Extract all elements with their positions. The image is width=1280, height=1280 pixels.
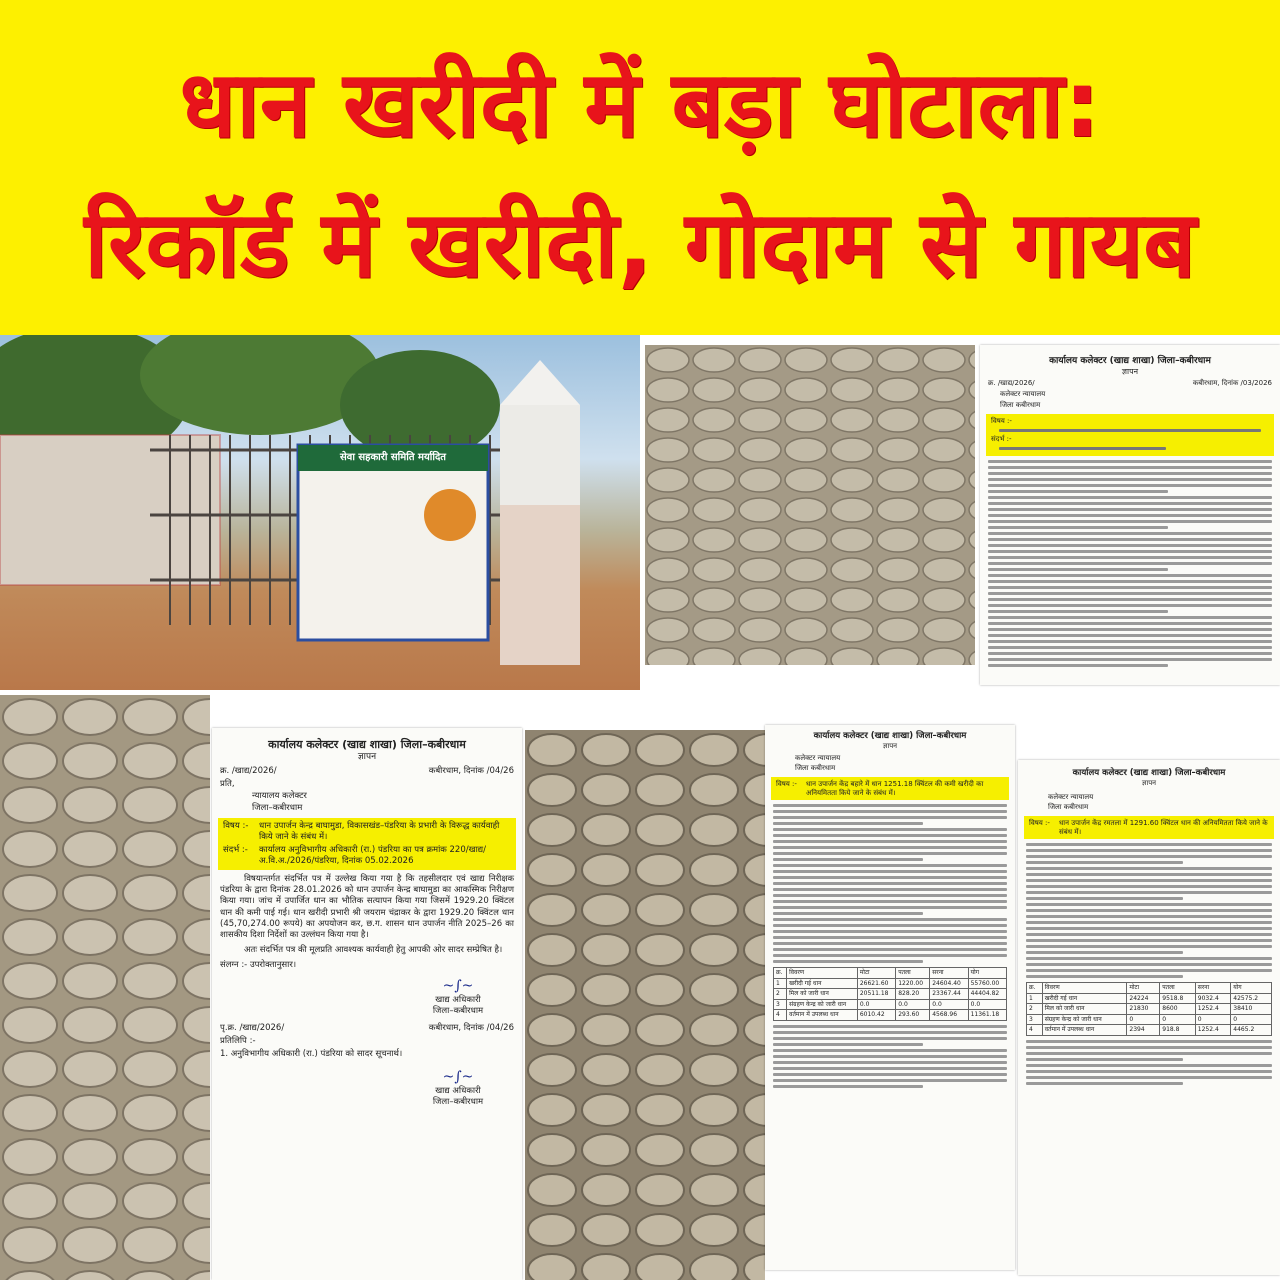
table-cell: 1252.4 xyxy=(1195,1004,1231,1015)
doc-office: कार्यालय कलेक्टर (खाद्य शाखा) जिला–कबीरधाम xyxy=(813,731,967,741)
signature-scribble-2: ~∫~ xyxy=(442,1069,474,1086)
table-header: पतला xyxy=(896,968,930,979)
table-cell: वर्तमान में उपलब्ध धान xyxy=(1042,1025,1127,1036)
doc-body-lines xyxy=(980,460,1280,667)
table-cell: वर्तमान में उपलब्ध धान xyxy=(787,1010,858,1021)
table-cell: संग्रहण केन्द्र को जारी धान xyxy=(787,999,858,1010)
table-cell: 4465.2 xyxy=(1231,1025,1272,1036)
table-cell: 4 xyxy=(1027,1025,1043,1036)
doc-date: कबीरधाम, दिनांक /03/2026 xyxy=(1192,379,1272,387)
table-header: योग xyxy=(1231,983,1272,994)
table-cell: 0 xyxy=(1160,1014,1196,1025)
table-header: क्र. xyxy=(1027,983,1043,994)
doc-to: न्यायालय कलेक्टर xyxy=(252,791,307,802)
doc-subject-text: धान उपार्जन केन्द्र बाघामुडा, विकासखंड–पंडरिया के प्रभारी के विरूद्ध कार्यवाही किये जाने के संबंध में। xyxy=(259,821,500,843)
table-cell: 2 xyxy=(1027,1004,1043,1015)
doc-subject-label: विषय :- xyxy=(991,417,1012,425)
table-header-row xyxy=(774,968,1007,979)
doc-type: ज्ञापन xyxy=(357,752,377,763)
signature-scribble: ~∫~ xyxy=(442,977,474,994)
table-cell: 3 xyxy=(1027,1014,1043,1025)
table-cell: 9518.8 xyxy=(1160,993,1196,1004)
gate-scene xyxy=(0,335,640,690)
doc-subject-label: विषय :- xyxy=(1029,818,1050,827)
doc-to: कलेक्टर न्यायालय xyxy=(795,754,841,763)
table-cell: 0 xyxy=(1195,1014,1231,1025)
memo-document-top-right xyxy=(980,345,1280,685)
doc-office: कार्यालय कलेक्टर (खाद्य शाखा) जिला–कबीरधाम xyxy=(268,738,466,751)
table-cell: 0.0 xyxy=(930,999,968,1010)
headline-banner xyxy=(0,0,1280,335)
memo-document-mid-right xyxy=(765,725,1015,1270)
doc-body-lines xyxy=(1018,843,1280,978)
doc-subject-text: धान उपार्जन केंद्र बहारे में धान 1251.18 क्विंटल की कमी खरीदी का अनियमितता किये जाने के संबंध में। xyxy=(806,779,984,797)
table-cell: 0.0 xyxy=(857,999,895,1010)
table-row xyxy=(1027,1004,1272,1015)
table-cell: 0 xyxy=(1231,1014,1272,1025)
doc-subject-text: धान उपार्जन केंद्र रमतला में 1291.60 क्विंटल धान की अनियमितता किये जाने के संबंध में। xyxy=(1059,818,1268,836)
table-header: योग xyxy=(968,968,1006,979)
table-header: सरना xyxy=(930,968,968,979)
table-cell: 4568.96 xyxy=(930,1010,968,1021)
headline-line-1: धान खरीदी में बड़ा घोटाला: xyxy=(179,51,1101,158)
table-row xyxy=(774,999,1007,1010)
doc-sign-title-2: खाद्य अधिकारी xyxy=(435,1086,481,1097)
headline-line-2: रिकॉर्ड में खरीदी, गोदाम से गायब xyxy=(84,191,1196,298)
doc-endorse-date: कबीरधाम, दिनांक /04/26 xyxy=(428,1023,514,1034)
table-cell: 1252.4 xyxy=(1195,1025,1231,1036)
doc-body-lines xyxy=(765,804,1015,963)
table-cell: 44404.82 xyxy=(968,989,1006,1000)
table-cell: खरीदी गई धान xyxy=(787,978,858,989)
table-row xyxy=(774,978,1007,989)
doc-ref: क्र. /खाद्य/2026/ xyxy=(988,379,1035,387)
doc-reference-text: कार्यालय अनुविभागीय अधिकारी (रा.) पंडरिया का पत्र क्रमांक 220/खाद्य/अ.वि.अ./2026/पंडरिया, दिनांक 05.02.2026 xyxy=(259,845,486,867)
paddy-bags-photo-center xyxy=(525,730,765,1280)
table-cell: 11361.18 xyxy=(968,1010,1006,1021)
doc-reference-label: संदर्भ :- xyxy=(223,845,248,856)
doc-subject-label: विषय :- xyxy=(223,821,249,832)
table-row xyxy=(774,989,1007,1000)
doc-endorse-row xyxy=(220,1023,514,1034)
table-cell: 1 xyxy=(774,978,787,989)
table-cell: 24224 xyxy=(1127,993,1160,1004)
doc-subject-highlight xyxy=(218,818,516,870)
memo-document-bottom-right xyxy=(1018,760,1280,1275)
paddy-bags-top-texture xyxy=(645,345,975,665)
doc-sign-district-2: जिला–कबीरधाम xyxy=(432,1097,484,1108)
table-header: विवरण xyxy=(787,968,858,979)
table-cell: 0.0 xyxy=(896,999,930,1010)
signature-block-2 xyxy=(402,1068,514,1108)
table-cell: खरीदी गई धान xyxy=(1042,993,1127,1004)
doc-enclosure: संलग्न :- उपरोक्तानुसार। xyxy=(220,959,297,970)
table-row xyxy=(1027,1025,1272,1036)
doc-ref-row xyxy=(988,379,1272,388)
doc-endorse-ref: पृ.क्र. /खाद्य/2026/ xyxy=(220,1023,285,1034)
table-cell: मिल को जारी धान xyxy=(787,989,858,1000)
table-cell: 3 xyxy=(774,999,787,1010)
table-header: क्र. xyxy=(774,968,787,979)
gate-photo xyxy=(0,335,640,690)
table-cell: 42575.2 xyxy=(1231,993,1272,1004)
gate-banner-text: सेवा सहकारी समिति मर्यादित xyxy=(340,452,446,463)
table-header: मोटा xyxy=(1127,983,1160,994)
table-cell: संग्रहण केन्द्र को जारी धान xyxy=(1042,1014,1127,1025)
doc-type: ज्ञापन xyxy=(882,741,898,750)
table-cell: 24604.40 xyxy=(930,978,968,989)
table-cell: 293.60 xyxy=(896,1010,930,1021)
doc-subject-highlight xyxy=(771,777,1009,801)
doc-subject-label: विषय :- xyxy=(776,779,797,788)
table-cell: 828.20 xyxy=(896,989,930,1000)
doc-office: कार्यालय कलेक्टर (खाद्य शाखा) जिला–कबीरधाम xyxy=(1072,768,1226,778)
doc-district: जिला कबीरधाम xyxy=(795,764,836,773)
paddy-bags-photo-left xyxy=(0,695,210,1280)
doc-ref: क्र. /खाद्य/2026/ xyxy=(220,765,277,776)
doc-district: जिला कबीरधाम xyxy=(1000,401,1041,409)
paddy-bags-left-texture xyxy=(0,695,210,1280)
doc-date: कबीरधाम, दिनांक /04/26 xyxy=(428,765,514,776)
doc-to: कलेक्टर न्यायालय xyxy=(1000,390,1046,398)
doc-to: कलेक्टर न्यायालय xyxy=(1048,793,1094,802)
table-cell: 21830 xyxy=(1127,1004,1160,1015)
doc-body-lines-2 xyxy=(1018,1040,1280,1085)
doc-reference-label: संदर्भ :- xyxy=(991,435,1012,443)
table-cell: 55760.00 xyxy=(968,978,1006,989)
table-header: पतला xyxy=(1160,983,1196,994)
doc-closing: अतः संदर्भित पत्र की मूलप्रति आवश्यक कार्यवाही हेतु आपकी ओर सादर सम्प्रेषित है। xyxy=(244,944,503,955)
table-row xyxy=(774,1010,1007,1021)
doc-sign-title: खाद्य अधिकारी xyxy=(435,994,481,1005)
table-cell: 2394 xyxy=(1127,1025,1160,1036)
table-header-row xyxy=(1027,983,1272,994)
doc-ref-row xyxy=(220,766,514,777)
table-header: सरना xyxy=(1195,983,1231,994)
paddy-bags-center-texture xyxy=(525,730,765,1280)
doc-type: ज्ञापन xyxy=(1141,778,1157,787)
table-cell: 4 xyxy=(774,1010,787,1021)
paddy-stock-table xyxy=(773,967,1007,1021)
paddy-stock-table xyxy=(1026,982,1272,1036)
table-cell: 918.8 xyxy=(1160,1025,1196,1036)
doc-office: कार्यालय कलेक्टर (खाद्य शाखा) जिला–कबीरधाम xyxy=(1049,356,1211,366)
table-cell: 0.0 xyxy=(968,999,1006,1010)
doc-district: जिला कबीरधाम xyxy=(1048,803,1089,812)
table-cell: 0 xyxy=(1127,1014,1160,1025)
doc-copy-label: प्रतिलिपि :- xyxy=(220,1036,256,1047)
doc-subject-highlight xyxy=(1024,816,1274,840)
table-cell: 8600 xyxy=(1160,1004,1196,1015)
table-cell: 26621.60 xyxy=(857,978,895,989)
doc-sign-district: जिला–कबीरधाम xyxy=(432,1005,484,1016)
table-cell: 6010.42 xyxy=(857,1010,895,1021)
table-cell: 2 xyxy=(774,989,787,1000)
table-row xyxy=(1027,1014,1272,1025)
doc-body: विषयान्तर्गत संदर्भित पत्र में उल्लेख किया गया है कि तहसीलदार एवं खाद्य निरीक्षक पंडरिया के द्वारा दिनांक 28.01.2026 को धान उपार्जन केन्द्र बाघामुडा का आकस्मिक निरीक्षण किया गया। जांच में उपार्जित धान का भौतिक सत्यापन किया गया जिसमें 1929.20 क्विंटल धान की कमी पाई गई। धान खरीदी प्रभारी श्री जयराम चंद्राकर के द्वारा 1929.20 क्विंटल धान (45,70,274.00 रूपये) का अपयोजन कर, छ.ग. शासन धान उपार्जन नीति 2025–26 का शासकीय दिशा निर्देशों का उल्लंघन किया गया है। xyxy=(220,874,514,940)
paddy-bags-photo-top xyxy=(645,345,975,665)
memo-document-center xyxy=(212,728,522,1280)
table-cell: 38410 xyxy=(1231,1004,1272,1015)
table-cell: 20511.18 xyxy=(857,989,895,1000)
table-cell: मिल को जारी धान xyxy=(1042,1004,1127,1015)
table-cell: 1 xyxy=(1027,993,1043,1004)
table-header: मोटा xyxy=(857,968,895,979)
doc-copy-to: 1. अनुविभागीय अधिकारी (रा.) पंडरिया को सादर सूचनार्थ। xyxy=(220,1049,403,1060)
doc-district: जिला–कबीरधाम xyxy=(252,803,303,814)
signature-block xyxy=(402,977,514,1017)
table-cell: 1220.00 xyxy=(896,978,930,989)
doc-prati: प्रति, xyxy=(220,779,235,790)
doc-subject-highlight xyxy=(986,414,1274,456)
table-cell: 9032.4 xyxy=(1195,993,1231,1004)
doc-type: ज्ञापन xyxy=(1121,367,1139,376)
table-header: विवरण xyxy=(1042,983,1127,994)
doc-body-lines-2 xyxy=(765,1025,1015,1088)
table-row xyxy=(1027,993,1272,1004)
table-cell: 23367.44 xyxy=(930,989,968,1000)
